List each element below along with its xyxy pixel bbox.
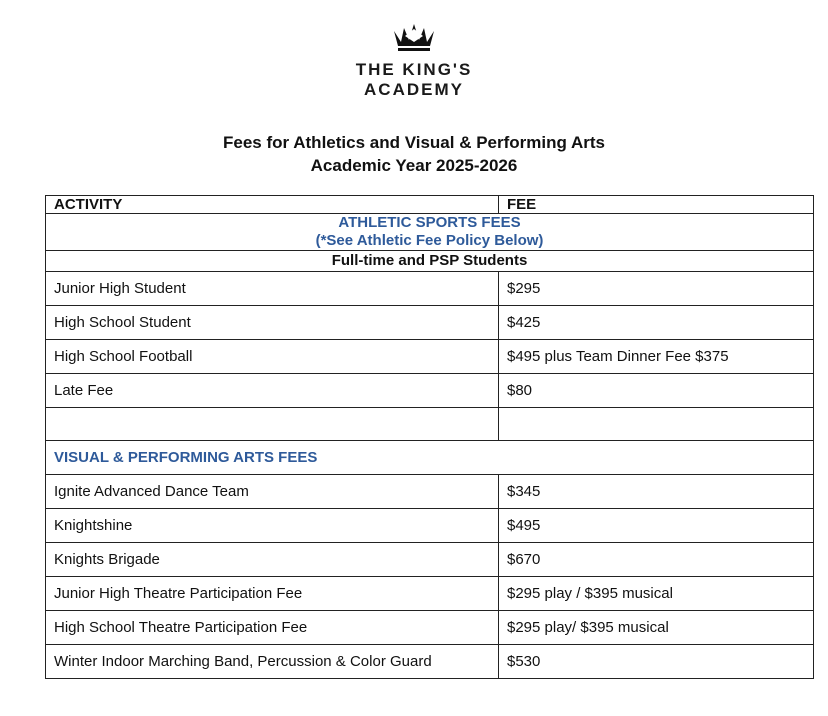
activity-cell: Winter Indoor Marching Band, Percussion & Color Guard — [46, 645, 499, 679]
table-row — [46, 306, 814, 340]
athletic-subheading: Full-time and PSP Students — [46, 251, 814, 272]
page-title — [0, 131, 828, 177]
title-line1: Fees for Athletics and Visual & Performing Arts — [223, 133, 605, 152]
activity-cell: High School Theatre Participation Fee — [46, 611, 499, 645]
empty-cell — [499, 408, 814, 441]
fee-cell: $495 — [499, 509, 814, 543]
activity-cell: High School Student — [46, 306, 499, 340]
academy-logo — [0, 22, 828, 100]
athletic-policy-note: (*See Athletic Fee Policy Below) — [315, 232, 544, 249]
fee-cell: $530 — [499, 645, 814, 679]
activity-cell: Junior High Theatre Participation Fee — [46, 577, 499, 611]
activity-cell: Knights Brigade — [46, 543, 499, 577]
activity-cell: Late Fee — [46, 374, 499, 408]
activity-cell: Knightshine — [46, 509, 499, 543]
activity-cell: High School Football — [46, 340, 499, 374]
table-header-row — [46, 196, 814, 214]
table-row — [46, 645, 814, 679]
table-row — [46, 543, 814, 577]
table-row — [46, 611, 814, 645]
org-name-line2: ACADEMY — [364, 80, 464, 99]
fee-cell: $295 play/ $395 musical — [499, 611, 814, 645]
empty-cell — [46, 408, 499, 441]
table-row — [46, 475, 814, 509]
fee-column-header: FEE — [499, 196, 814, 214]
fee-cell: $295 — [499, 272, 814, 306]
vpa-section-heading: VISUAL & PERFORMING ARTS FEES — [46, 441, 814, 475]
table-row — [46, 340, 814, 374]
table-row — [46, 577, 814, 611]
athletic-subheading-row — [46, 251, 814, 272]
fee-cell: $345 — [499, 475, 814, 509]
empty-row — [46, 408, 814, 441]
athletic-section-row — [46, 214, 814, 251]
fee-cell: $670 — [499, 543, 814, 577]
fee-cell: $425 — [499, 306, 814, 340]
athletic-heading-text: ATHLETIC SPORTS FEES — [338, 214, 521, 231]
table-row — [46, 509, 814, 543]
athletic-section-heading — [46, 214, 814, 251]
activity-cell: Ignite Advanced Dance Team — [46, 475, 499, 509]
crown-icon — [391, 22, 437, 52]
table-row — [46, 272, 814, 306]
fee-cell: $80 — [499, 374, 814, 408]
activity-cell: Junior High Student — [46, 272, 499, 306]
fees-table — [45, 195, 814, 679]
activity-column-header: ACTIVITY — [46, 196, 499, 214]
table-row — [46, 374, 814, 408]
vpa-section-row — [46, 441, 814, 475]
title-line2: Academic Year 2025-2026 — [310, 156, 518, 175]
org-name-line1: THE KING'S — [355, 60, 473, 79]
fee-cell: $495 plus Team Dinner Fee $375 — [499, 340, 814, 374]
fee-cell: $295 play / $395 musical — [499, 577, 814, 611]
